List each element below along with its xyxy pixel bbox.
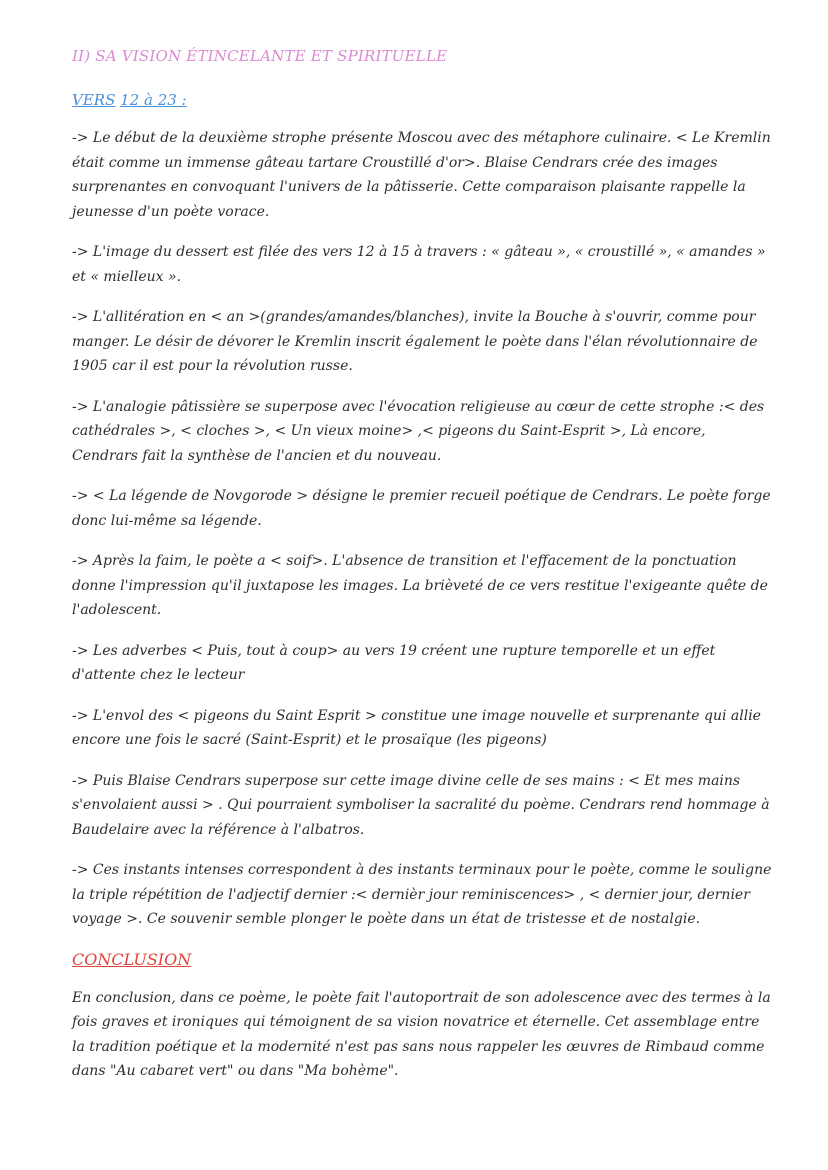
verses-label: VERS xyxy=(72,91,116,109)
document-page xyxy=(72,44,772,1100)
verses-range: 12 à 23 : xyxy=(120,91,187,109)
paragraph-hands: -> Puis Blaise Cendrars superpose sur cette image divine celle de ses mains : < Et mes mains s'envolaient aussi > . Qui pourraient symboliser la sacralité du poème. Cendrars rend hommage à Baudelaire avec la référence à l'albatros. xyxy=(72,772,770,838)
paragraph-metaphor: -> Le début de la deuxième strophe présente Moscou avec des métaphore culinaire. < Le Kremlin était comme un immense gâteau tartare Croustillé d'or>. Blaise Cendrars crée des images surprenantes en convoquant l'univers de la pâtisserie. Cette comparaison plaisante rappelle la jeunesse d'un poète vorace. xyxy=(72,130,771,220)
paragraph-thirst: -> Après la faim, le poète a < soif>. L'absence de transition et l'effacement de la ponctuation donne l'impression qu'il juxtapose les images. La brièveté de ce vers restitue l'exigeante quête de l'adolescent. xyxy=(72,553,768,618)
conclusion-text: En conclusion, dans ce poème, le poète fait l'autoportrait de son adolescence avec des termes à la fois graves et ironiques qui témoignent de sa vision novatrice et éternelle. Cet assemblage entre la tradition poétique et la modernité n'est pas sans nous rappeler les œuvres de Rimbaud comme dans "Au cabaret vert" ou dans "Ma bohème". xyxy=(72,989,771,1079)
paragraph-alliteration: -> L'allitération en < an >(grandes/amandes/blanches), invite la Bouche à s'ouvrir, comme pour manger. Le désir de dévorer le Kremlin inscrit également le poète dans l'élan révolutionnaire de 1905 car il est pour la révolution russe. xyxy=(72,309,758,374)
verses-heading xyxy=(72,88,772,112)
paragraph-analogy: -> L'analogie pâtissière se superpose avec l'évocation religieuse au cœur de cette strophe :< des cathédrales >, < cloches >, < Un vieux moine> ,< pigeons du Saint-Esprit >, Là encore, Cendrars fait la synthèse de l'ancien et du nouveau. xyxy=(72,398,765,464)
paragraph-pigeons: -> L'envol des < pigeons du Saint Esprit > constitue une image nouvelle et surprenante qui allie encore une fois le sacré (Saint-Esprit) et le prosaïque (les pigeons) xyxy=(72,707,761,748)
paragraph-dessert: -> L'image du dessert est filée des vers 12 à 15 à travers : « gâteau », « croustillé », « amandes » et « mielleux ». xyxy=(72,244,766,285)
conclusion-title: CONCLUSION xyxy=(72,949,192,969)
section-title: II) SA VISION ÉTINCELANTE ET SPIRITUELLE xyxy=(72,47,448,65)
paragraph-last-moments: -> Ces instants intenses correspondent à des instants terminaux pour le poète, comme le souligne la triple répétition de l'adjectif dernier :< dernièr jour reminiscences> , < dernier jour, dernier voyage >. Ce souvenir semble plonger le poète dans un état de tristesse et de nostalgie. xyxy=(72,862,772,927)
paragraph-adverbs: -> Les adverbes < Puis, tout à coup> au vers 19 créent une rupture temporelle et un effet d'attente chez le lecteur xyxy=(72,642,716,683)
paragraph-legend: -> < La légende de Novgorode > désigne le premier recueil poétique de Cendrars. Le poète forge donc lui-même sa légende. xyxy=(72,488,771,529)
